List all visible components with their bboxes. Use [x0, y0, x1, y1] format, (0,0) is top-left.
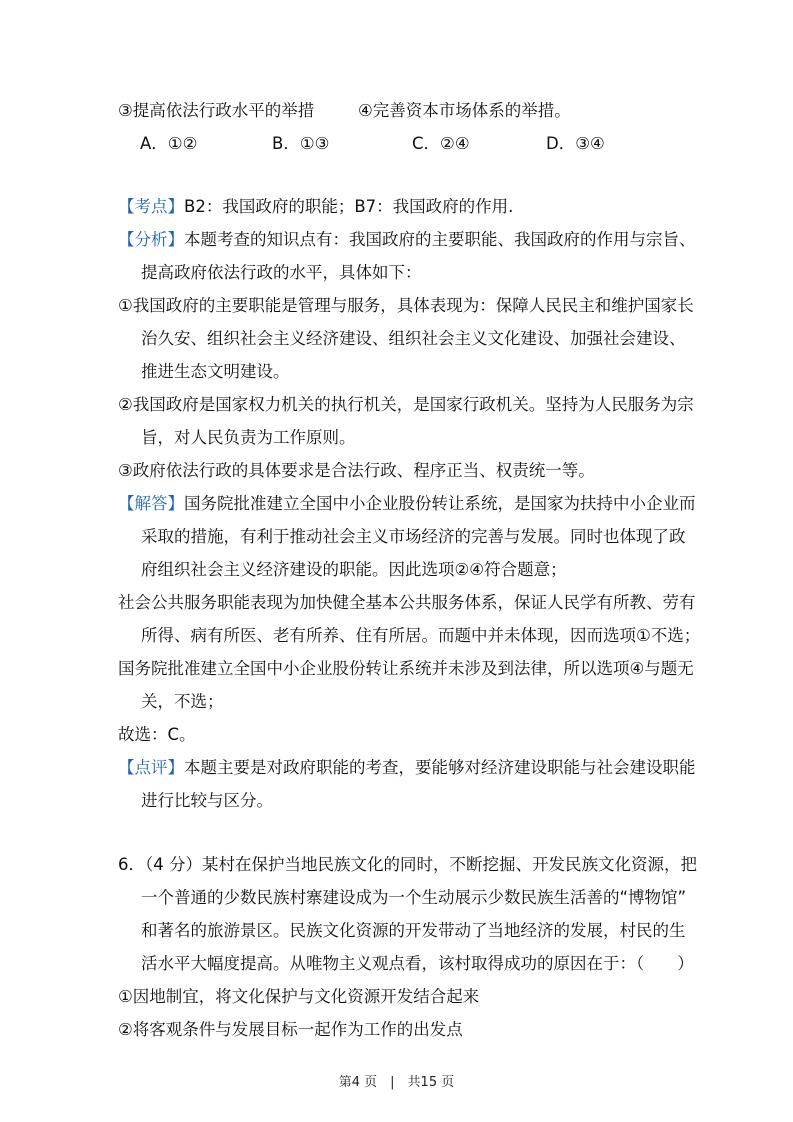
q6-line-4: 活水平大幅度提高。从唯物主义观点看，该村取得成功的原因在于：（ ） [141, 954, 694, 973]
jieda-tag: 【解答】 [118, 494, 184, 513]
fenxi-point1-line-1: ①我国政府的主要职能是管理与服务，具体表现为：保障人民民主和维护国家长 [118, 296, 694, 315]
fenxi-tag: 【分析】 [118, 230, 184, 249]
dianping-tag: 【点评】 [118, 758, 184, 777]
fenxi-point2-line-2: 旨，对人民负责为工作原则。 [141, 428, 356, 447]
jieda-para3-line-1: 国务院批准建立全国中小企业股份转让系统并未涉及到法律，所以选项④与题无 [118, 659, 694, 678]
jieda-para3-line-2: 关，不选； [141, 692, 224, 711]
q6-line-2: 一个普通的少数民族村寨建设成为一个生动展示少数民族生活善的“博物馆” [141, 888, 687, 907]
dianping-line-1 [118, 757, 696, 779]
fenxi-point2-line-1: ②我国政府是国家权力机关的执行机关，是国家行政机关。坚持为人民服务为宗 [118, 395, 694, 414]
jieda-line-2: 采取的措施，有利于推动社会主义市场经济的完善与发展。同时也体现了政 [141, 527, 686, 546]
jieda-para2-line-1: 社会公共服务职能表现为加快健全基本公共服务体系，保证人民学有所教、劳有 [118, 593, 696, 612]
jieda-text-1: 国务院批准建立全国中小企业股份转让系统，是国家为扶持中小企业而 [184, 494, 696, 513]
dianping-line-2: 进行比较与区分。 [141, 791, 273, 810]
option-c: C．②④ [412, 134, 470, 153]
option-d: D．③④ [546, 134, 605, 153]
kaodian-text: B2：我国政府的职能；B7：我国政府的作用. [184, 197, 514, 216]
page-footer: 第4 页 | 共15 页 [338, 1075, 455, 1090]
kaodian-line [118, 196, 678, 218]
jieda-line-1 [118, 493, 696, 515]
q6-option-1: ①因地制宜，将文化保护与文化资源开发结合起来 [118, 987, 480, 1006]
fenxi-point1-line-2: 治久安、组织社会主义经济建设、组织社会主义文化建设、加强社会建设、 [141, 329, 686, 348]
q6-line-1: 6．（4 分）某村在保护当地民族文化的同时，不断挖掘、开发民族文化资源，把 [118, 855, 697, 874]
kaodian-tag: 【考点】 [118, 197, 184, 216]
prev-items-row [118, 100, 678, 122]
fenxi-line-2: 提高政府依法行政的水平，具体如下： [141, 263, 422, 282]
answer-line: 故选：C。 [118, 725, 196, 744]
fenxi-line-1 [118, 229, 696, 251]
prev-item-4: ④完善资本市场体系的举措。 [358, 101, 571, 120]
fenxi-text-1: 本题考查的知识点有：我国政府的主要职能、我国政府的作用与宗旨、 [184, 230, 696, 249]
q6-line-3: 和著名的旅游景区。民族文化资源的开发带动了当地经济的发展，村民的生 [141, 921, 686, 940]
prev-item-3: ③提高依法行政水平的举措 [118, 101, 315, 120]
option-a: A．①② [140, 134, 198, 153]
fenxi-point1-line-3: 推进生态文明建设。 [141, 362, 290, 381]
option-b: B．①③ [272, 134, 330, 153]
dianping-text-1: 本题主要是对政府职能的考查，要能够对经济建设职能与社会建设职能 [184, 758, 696, 777]
jieda-line-3: 府组织社会主义经济建设的职能。因此选项②④符合题意； [141, 560, 567, 579]
q6-option-2: ②将客观条件与发展目标一起作为工作的出发点 [118, 1020, 463, 1039]
fenxi-point3-line: ③政府依法行政的具体要求是合法行政、程序正当、权责统一等。 [118, 461, 595, 480]
jieda-para2-line-2: 所得、病有所医、老有所养、住有所居。而题中并未体现，因而选项①不选； [141, 626, 701, 645]
